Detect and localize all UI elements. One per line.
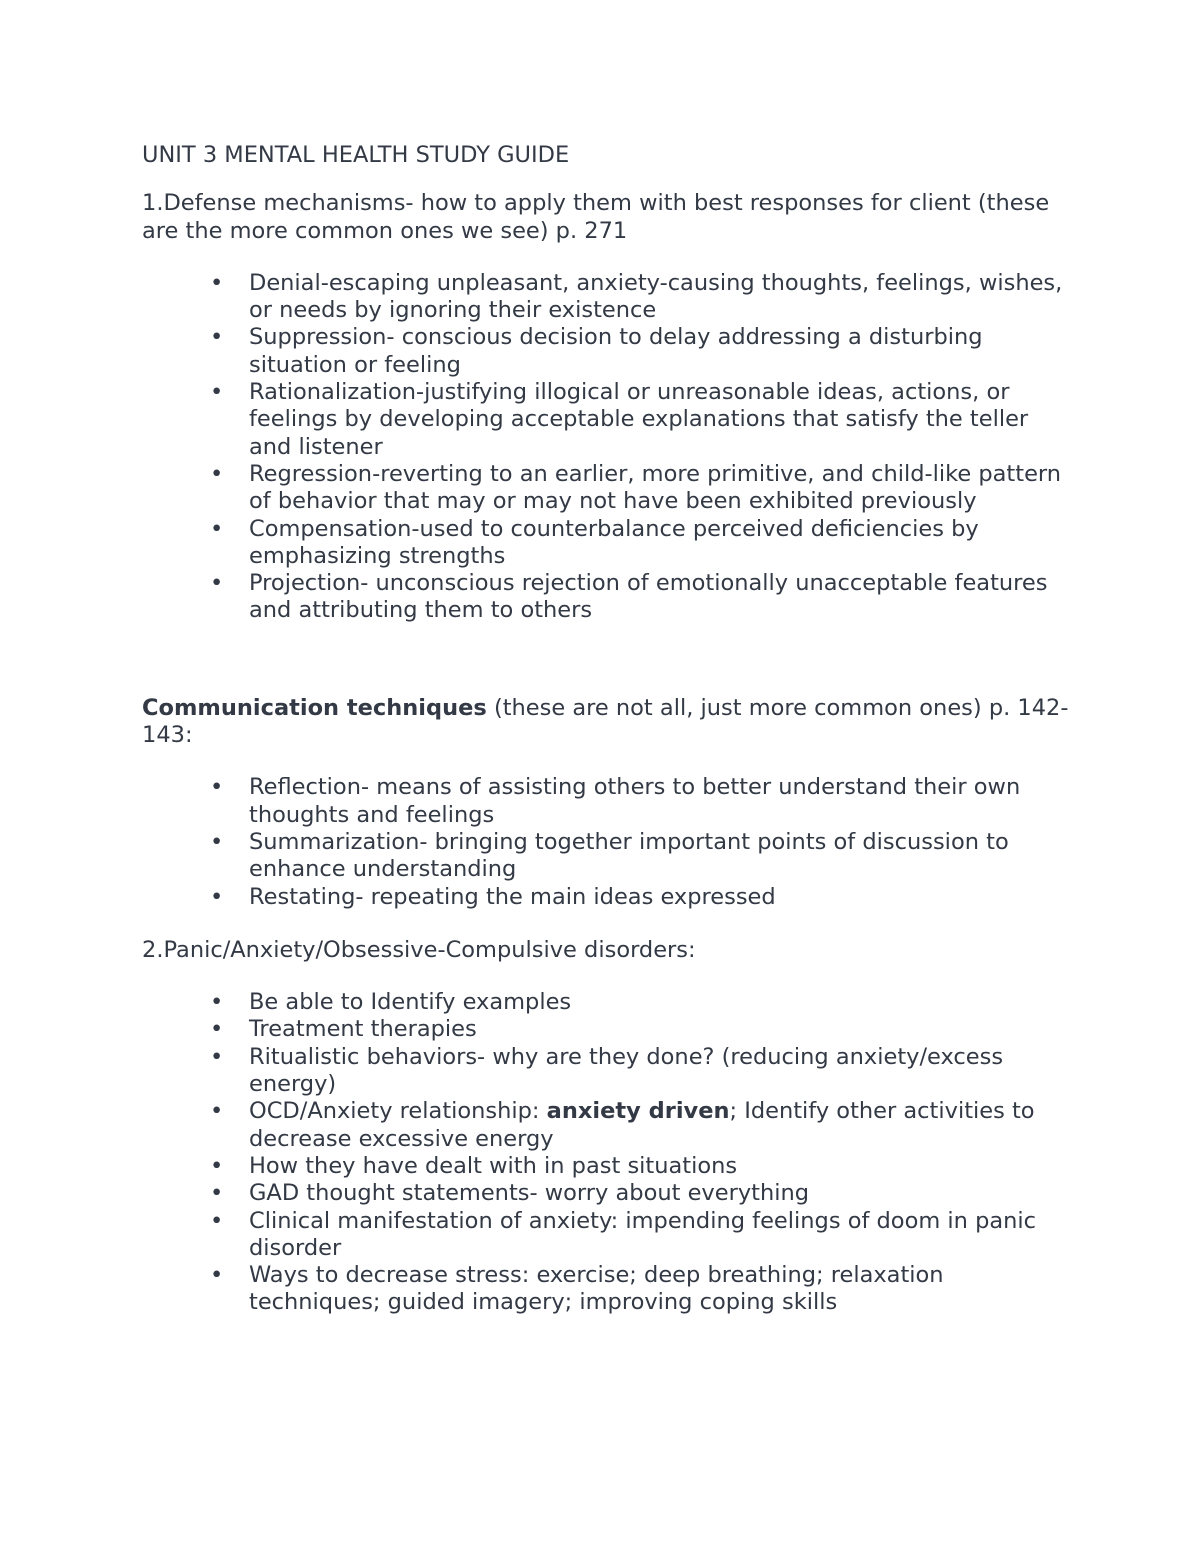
list-item: • Reflection- means of assisting others to better understand their own thoughts and feelings [142,774,1072,829]
list-item: • Clinical manifestation of anxiety: impending feelings of doom in panic disorder [142,1208,1072,1263]
list-item: • Restating- repeating the main ideas expressed [142,884,1072,911]
communication-techniques-list [142,774,1072,910]
list-item: • Denial-escaping unpleasant, anxiety-causing thoughts, feelings, wishes, or needs by ignoring their existence [142,270,1072,325]
list-item: • Ways to decrease stress: exercise; deep breathing; relaxation techniques; guided imagery; improving coping skills [142,1262,1072,1317]
defense-mechanisms-list [142,270,1072,625]
list-item: • Projection- unconscious rejection of emotionally unacceptable features and attributing them to others [142,570,1072,625]
document-title: UNIT 3 MENTAL HEALTH STUDY GUIDE [142,142,570,168]
anxiety-disorders-intro: 2.Panic/Anxiety/Obsessive-Compulsive disorders: [142,936,696,963]
communication-techniques-rest: (these are not all, just more common ones) p. 142-143: [142,694,1069,749]
ocd-suffix: ; Identify other activities to decrease excessive energy [249,1098,1035,1152]
defense-mechanisms-intro: 1.Defense mechanisms- how to apply them with best responses for client (these are the more common ones we see) p. 271 [142,190,1050,244]
list-item: • Compensation-used to counterbalance perceived deficiencies by emphasizing strengths [142,516,1072,571]
list-item: • Treatment therapies [142,1016,1072,1043]
communication-techniques-bold: Communication techniques [142,694,487,721]
communication-techniques-heading [142,695,1072,750]
list-item: • How they have dealt with in past situations [142,1153,1072,1180]
list-item: • Summarization- bringing together important points of discussion to enhance understanding [142,829,1072,884]
list-item: • Suppression- conscious decision to delay addressing a disturbing situation or feeling [142,324,1072,379]
list-item: • Ritualistic behaviors- why are they done? (reducing anxiety/excess energy) [142,1044,1072,1099]
document-page [142,142,1072,1317]
ocd-prefix: OCD/Anxiety relationship: [249,1098,547,1125]
ocd-bold: anxiety driven [546,1098,730,1125]
list-item-ocd [142,1098,1072,1153]
list-item: • Rationalization-justifying illogical or unreasonable ideas, actions, or feelings by developing acceptable explanations that satisfy the teller and listener [142,379,1072,461]
anxiety-disorders-list [142,989,1072,1317]
list-item: • Regression-reverting to an earlier, more primitive, and child-like pattern of behavior that may or may not have been exhibited previously [142,461,1072,516]
list-item: • Be able to Identify examples [142,989,1072,1016]
list-item: • GAD thought statements- worry about everything [142,1180,1072,1207]
